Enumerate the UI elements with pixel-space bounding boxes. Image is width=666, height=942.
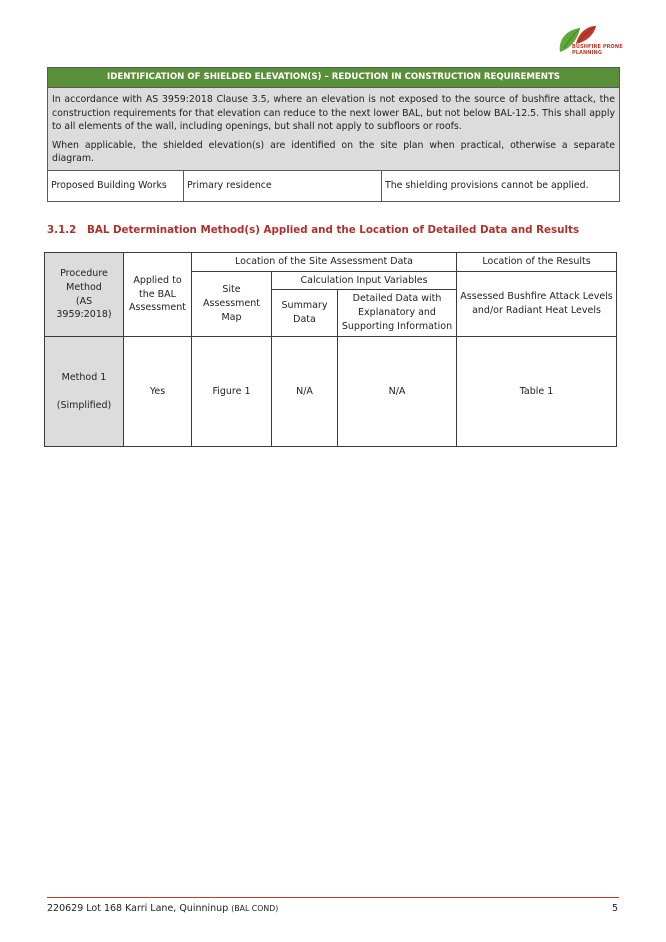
footer-tag: (BAL COND) (231, 904, 279, 913)
shielding-note: The shielding provisions cannot be applied. (385, 179, 589, 191)
company-logo (556, 22, 623, 60)
header-site-assessment-map: Site Assessment Map (192, 272, 272, 337)
header-results-location: Location of the Results (457, 253, 617, 272)
cell-results: Table 1 (457, 337, 617, 447)
header-applied: Applied to the BAL Assessment (124, 253, 192, 337)
cell-applied: Yes (124, 337, 192, 447)
shielded-elevation-paragraph-1: In accordance with AS 3959:2018 Clause 3.5, where an elevation is not exposed to the source of bushfire attack, the construction requirements for that elevation can reduce to the next lower BAL, but not below BAL-12.5. This shall apply to all elements of the wall, including openings, but shall not apply to subfloors or roofs. (52, 94, 615, 132)
shielded-elevation-title: IDENTIFICATION OF SHIELDED ELEVATION(S) – REDUCTION IN CONSTRUCTION REQUIREMENTS (48, 68, 619, 88)
header-calculation-input-variables: Calculation Input Variables (272, 272, 457, 290)
cell-map: Figure 1 (192, 337, 272, 447)
section-title: BAL Determination Method(s) Applied and the Location of Detailed Data and Results (87, 224, 580, 236)
section-number: 3.1.2 (47, 224, 77, 236)
footer-address: 220629 Lot 168 Karri Lane, Quinninup (BAL COND) (47, 903, 279, 914)
header-procedure-method: Procedure Method (AS 3959:2018) (45, 253, 124, 337)
logo-wordmark: BUSHFIRE PRONE PLANNING (572, 44, 623, 56)
section-heading (47, 224, 579, 236)
shielded-elevation-paragraph-2: When applicable, the shielded elevation(s) are identified on the site plan when practical, otherwise a separate diagram. (52, 139, 615, 164)
header-assessed-levels: Assessed Bushfire Attack Levels and/or Radiant Heat Levels (457, 272, 617, 337)
table-row (45, 337, 617, 447)
cell-detailed: N/A (338, 337, 457, 447)
proposed-works-row (48, 171, 619, 201)
header-detailed-data: Detailed Data with Explanatory and Supporting Information (338, 290, 457, 337)
proposed-works-label: Proposed Building Works (48, 171, 184, 201)
footer-divider (47, 897, 619, 898)
cell-method: Method 1 (Simplified) (45, 337, 124, 447)
bal-determination-table (44, 252, 617, 447)
proposed-works-value: Primary residence (184, 171, 382, 201)
header-summary-data: Summary Data (272, 290, 338, 337)
shielded-elevation-body (48, 88, 619, 171)
cell-summary: N/A (272, 337, 338, 447)
header-site-assessment-location: Location of the Site Assessment Data (192, 253, 457, 272)
shielded-elevation-table (47, 67, 620, 202)
page-number: 5 (612, 903, 619, 914)
